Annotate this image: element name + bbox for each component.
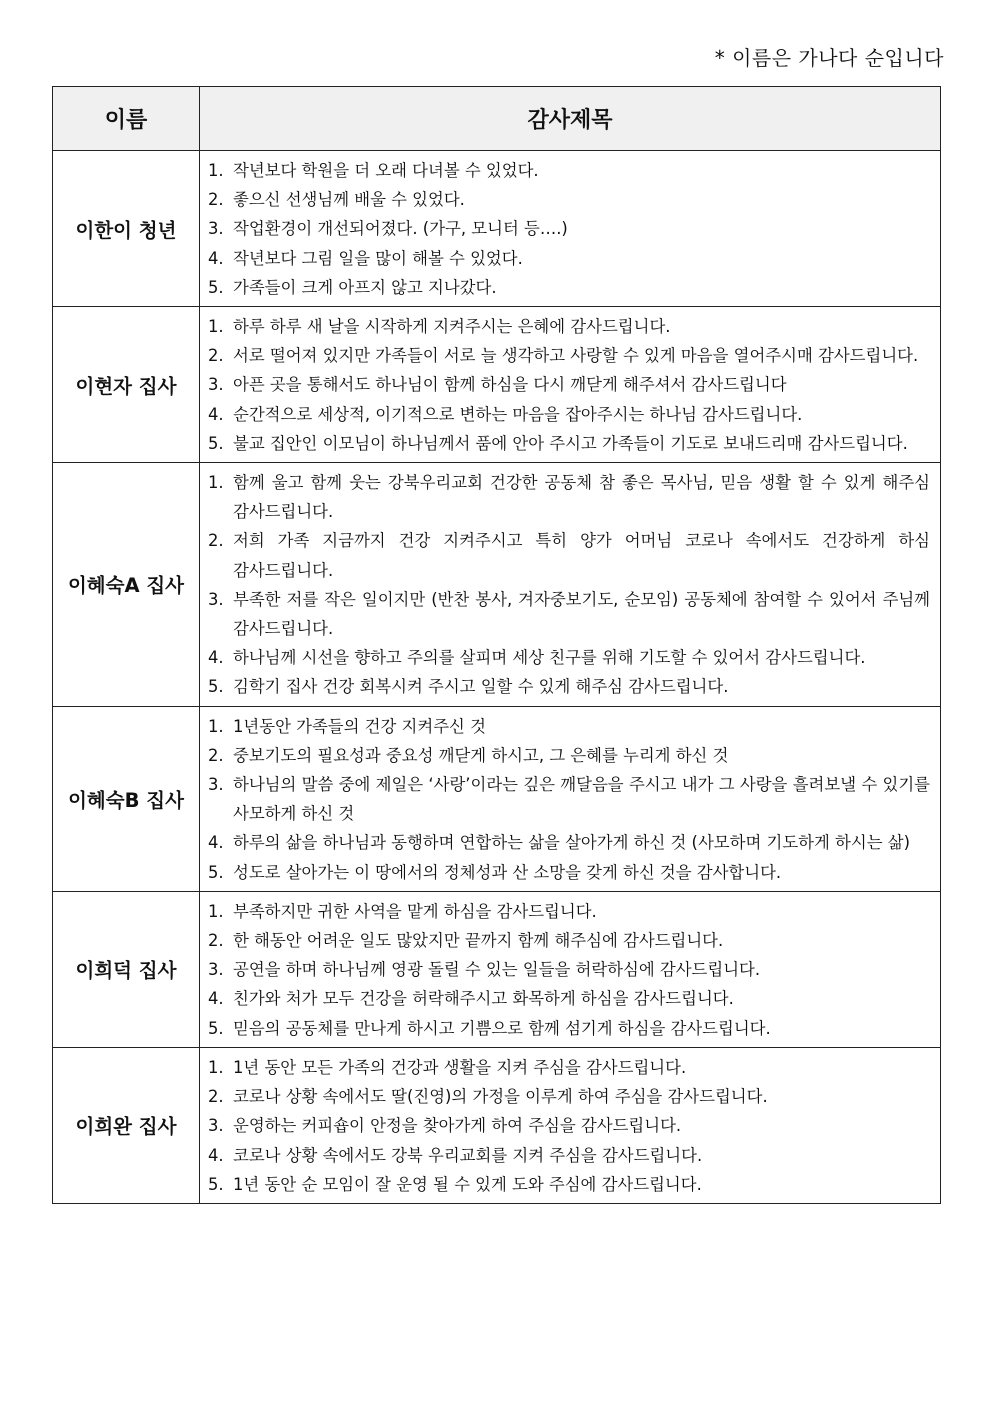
- list-item: [208, 643, 930, 672]
- gratitude-list: [208, 897, 930, 1043]
- table-row: [53, 891, 941, 1047]
- table-row: [53, 706, 941, 891]
- item-text: 작년보다 그림 일을 많이 해볼 수 있었다.: [233, 248, 523, 268]
- item-text: 불교 집안인 이모님이 하나님께서 품에 안아 주시고 가족들이 기도로 보내드리매 감사드립니다.: [233, 433, 908, 453]
- item-text: 친가와 처가 모두 건강을 허락해주시고 화목하게 하심을 감사드립니다.: [233, 989, 734, 1009]
- sort-order-note: * 이름은 가나다 순입니다: [714, 46, 944, 70]
- item-number: 2.: [208, 531, 224, 551]
- item-number: 5.: [208, 1174, 224, 1194]
- item-number: 3.: [208, 775, 224, 795]
- item-text: 코로나 상황 속에서도 딸(진영)의 가정을 이루게 하여 주심을 감사드립니다.: [233, 1087, 768, 1107]
- item-number: 1.: [208, 317, 224, 337]
- list-item: [208, 712, 930, 741]
- item-text: 작업환경이 개선되어졌다. (가구, 모니터 등….): [233, 219, 568, 239]
- list-item: [208, 1111, 930, 1140]
- item-text: 좋으신 선생님께 배울 수 있었다.: [233, 190, 465, 210]
- item-text: 믿음의 공동체를 만나게 하시고 기쁨으로 함께 섬기게 하심을 감사드립니다.: [233, 1018, 771, 1038]
- member-name: 이희덕 집사: [53, 891, 200, 1047]
- item-text: 하나님께 시선을 향하고 주의를 살피며 세상 친구를 위해 기도할 수 있어서 감사드립니다.: [233, 648, 866, 668]
- item-text: 아픈 곳을 통해서도 하나님이 함께 하심을 다시 깨닫게 해주셔서 감사드립니다: [233, 375, 787, 395]
- item-number: 1.: [208, 161, 224, 180]
- member-name: 이한이 청년: [53, 151, 200, 307]
- table-row: [53, 151, 941, 307]
- item-text: 가족들이 크게 아프지 않고 지나갔다.: [233, 277, 497, 297]
- item-number: 2.: [208, 745, 224, 765]
- item-number: 3.: [208, 960, 224, 980]
- item-number: 2.: [208, 1087, 224, 1107]
- gratitude-table: [52, 86, 941, 1204]
- item-number: 4.: [208, 1145, 224, 1165]
- item-number: 4.: [208, 404, 224, 424]
- item-number: 1.: [208, 1057, 224, 1077]
- table-row: [53, 307, 941, 463]
- item-text: 작년보다 학원을 더 오래 다녀볼 수 있었다.: [233, 161, 539, 180]
- list-item: [208, 400, 930, 429]
- item-text: 저희 가족 지금까지 건강 지켜주시고 특히 양가 어머님 코로나 속에서도 건강하게 하심 감사드립니다.: [233, 531, 930, 580]
- item-text: 코로나 상황 속에서도 강북 우리교회를 지켜 주심을 감사드립니다.: [233, 1145, 703, 1165]
- list-item: [208, 214, 930, 243]
- gratitude-list: [208, 712, 930, 887]
- list-item: [208, 955, 930, 984]
- item-text: 서로 떨어져 있지만 가족들이 서로 늘 생각하고 사랑할 수 있게 마음을 열어주시매 감사드립니다.: [233, 346, 919, 366]
- item-text: 하나님의 말씀 중에 제일은 ‘사랑’이라는 깊은 깨달음을 주시고 내가 그 사랑을 흘려보낼 수 있기를 사모하게 하신 것: [233, 775, 930, 824]
- item-text: 공연을 하며 하나님께 영광 돌릴 수 있는 일들을 허락하심에 감사드립니다.: [233, 960, 761, 980]
- gratitude-items-cell: [200, 463, 941, 707]
- item-number: 3.: [208, 589, 224, 609]
- item-number: 1.: [208, 473, 224, 493]
- list-item: [208, 1014, 930, 1043]
- item-number: 3.: [208, 1116, 224, 1136]
- item-number: 4.: [208, 833, 224, 853]
- table-row: [53, 463, 941, 707]
- gratitude-list: [208, 312, 930, 458]
- gratitude-items-cell: [200, 1047, 941, 1203]
- list-item: [208, 1053, 930, 1082]
- item-number: 3.: [208, 375, 224, 395]
- item-number: 1.: [208, 901, 224, 921]
- table-row: [53, 1047, 941, 1203]
- list-item: [208, 984, 930, 1013]
- list-item: [208, 526, 930, 584]
- list-item: [208, 926, 930, 955]
- item-number: 5.: [208, 862, 224, 882]
- header-subject: 감사제목: [200, 87, 941, 151]
- item-text: 하루의 삶을 하나님과 동행하며 연합하는 삶을 살아가게 하신 것 (사모하며 기도하게 하시는 삶): [233, 833, 910, 853]
- list-item: [208, 770, 930, 828]
- item-text: 부족한 저를 작은 일이지만 (반찬 봉사, 겨자중보기도, 순모임) 공동체에 참여할 수 있어서 주님께 감사드립니다.: [233, 589, 930, 639]
- item-number: 5.: [208, 677, 224, 697]
- header-name: 이름: [53, 87, 200, 151]
- gratitude-items-cell: [200, 891, 941, 1047]
- gratitude-items-cell: [200, 706, 941, 891]
- list-item: [208, 741, 930, 770]
- gratitude-items-cell: [200, 151, 941, 307]
- member-name: 이혜숙B 집사: [53, 706, 200, 891]
- item-text: 1년 동안 모든 가족의 건강과 생활을 지켜 주심을 감사드립니다.: [233, 1057, 687, 1077]
- item-text: 성도로 살아가는 이 땅에서의 정체성과 산 소망을 갖게 하신 것을 감사합니다.: [233, 862, 782, 882]
- item-text: 김학기 집사 건강 회복시켜 주시고 일할 수 있게 해주심 감사드립니다.: [233, 677, 729, 697]
- list-item: [208, 585, 930, 643]
- list-item: [208, 312, 930, 341]
- member-name: 이희완 집사: [53, 1047, 200, 1203]
- member-name: 이혜숙A 집사: [53, 463, 200, 707]
- list-item: [208, 370, 930, 399]
- item-number: 4.: [208, 989, 224, 1009]
- list-item: [208, 1170, 930, 1199]
- list-item: [208, 468, 930, 526]
- list-item: [208, 341, 930, 370]
- item-number: 2.: [208, 931, 224, 951]
- item-text: 1년 동안 순 모임이 잘 운영 될 수 있게 도와 주심에 감사드립니다.: [233, 1174, 702, 1194]
- gratitude-list: [208, 1053, 930, 1199]
- item-text: 하루 하루 새 날을 시작하게 지켜주시는 은혜에 감사드립니다.: [233, 317, 671, 337]
- item-text: 1년동안 가족들의 건강 지켜주신 것: [233, 716, 486, 736]
- list-item: [208, 672, 930, 701]
- list-item: [208, 156, 930, 185]
- list-item: [208, 429, 930, 458]
- list-item: [208, 244, 930, 273]
- item-number: 2.: [208, 190, 224, 210]
- item-number: 4.: [208, 248, 224, 268]
- list-item: [208, 1082, 930, 1111]
- item-number: 5.: [208, 1018, 224, 1038]
- item-text: 순간적으로 세상적, 이기적으로 변하는 마음을 잡아주시는 하나님 감사드립니다.: [233, 404, 803, 424]
- item-text: 함께 울고 함께 웃는 강북우리교회 건강한 공동체 참 좋은 목사님, 믿음 생활 할 수 있게 해주심 감사드립니다.: [233, 473, 930, 522]
- item-text: 부족하지만 귀한 사역을 맡게 하심을 감사드립니다.: [233, 901, 597, 921]
- list-item: [208, 858, 930, 887]
- table-body: [53, 151, 941, 1204]
- gratitude-list: [208, 468, 930, 702]
- table-header-row: [53, 87, 941, 151]
- item-number: 2.: [208, 346, 224, 366]
- item-number: 1.: [208, 716, 224, 736]
- item-number: 4.: [208, 648, 224, 668]
- item-number: 3.: [208, 219, 224, 239]
- item-text: 중보기도의 필요성과 중요성 깨닫게 하시고, 그 은혜를 누리게 하신 것: [233, 745, 729, 765]
- gratitude-list: [208, 156, 930, 302]
- item-text: 한 해동안 어려운 일도 많았지만 끝까지 함께 해주심에 감사드립니다.: [233, 931, 724, 951]
- list-item: [208, 185, 930, 214]
- list-item: [208, 897, 930, 926]
- item-text: 운영하는 커피숍이 안정을 찾아가게 하여 주심을 감사드립니다.: [233, 1116, 682, 1136]
- member-name: 이현자 집사: [53, 307, 200, 463]
- item-number: 5.: [208, 277, 224, 297]
- list-item: [208, 1141, 930, 1170]
- gratitude-items-cell: [200, 307, 941, 463]
- list-item: [208, 273, 930, 302]
- item-number: 5.: [208, 433, 224, 453]
- list-item: [208, 828, 930, 857]
